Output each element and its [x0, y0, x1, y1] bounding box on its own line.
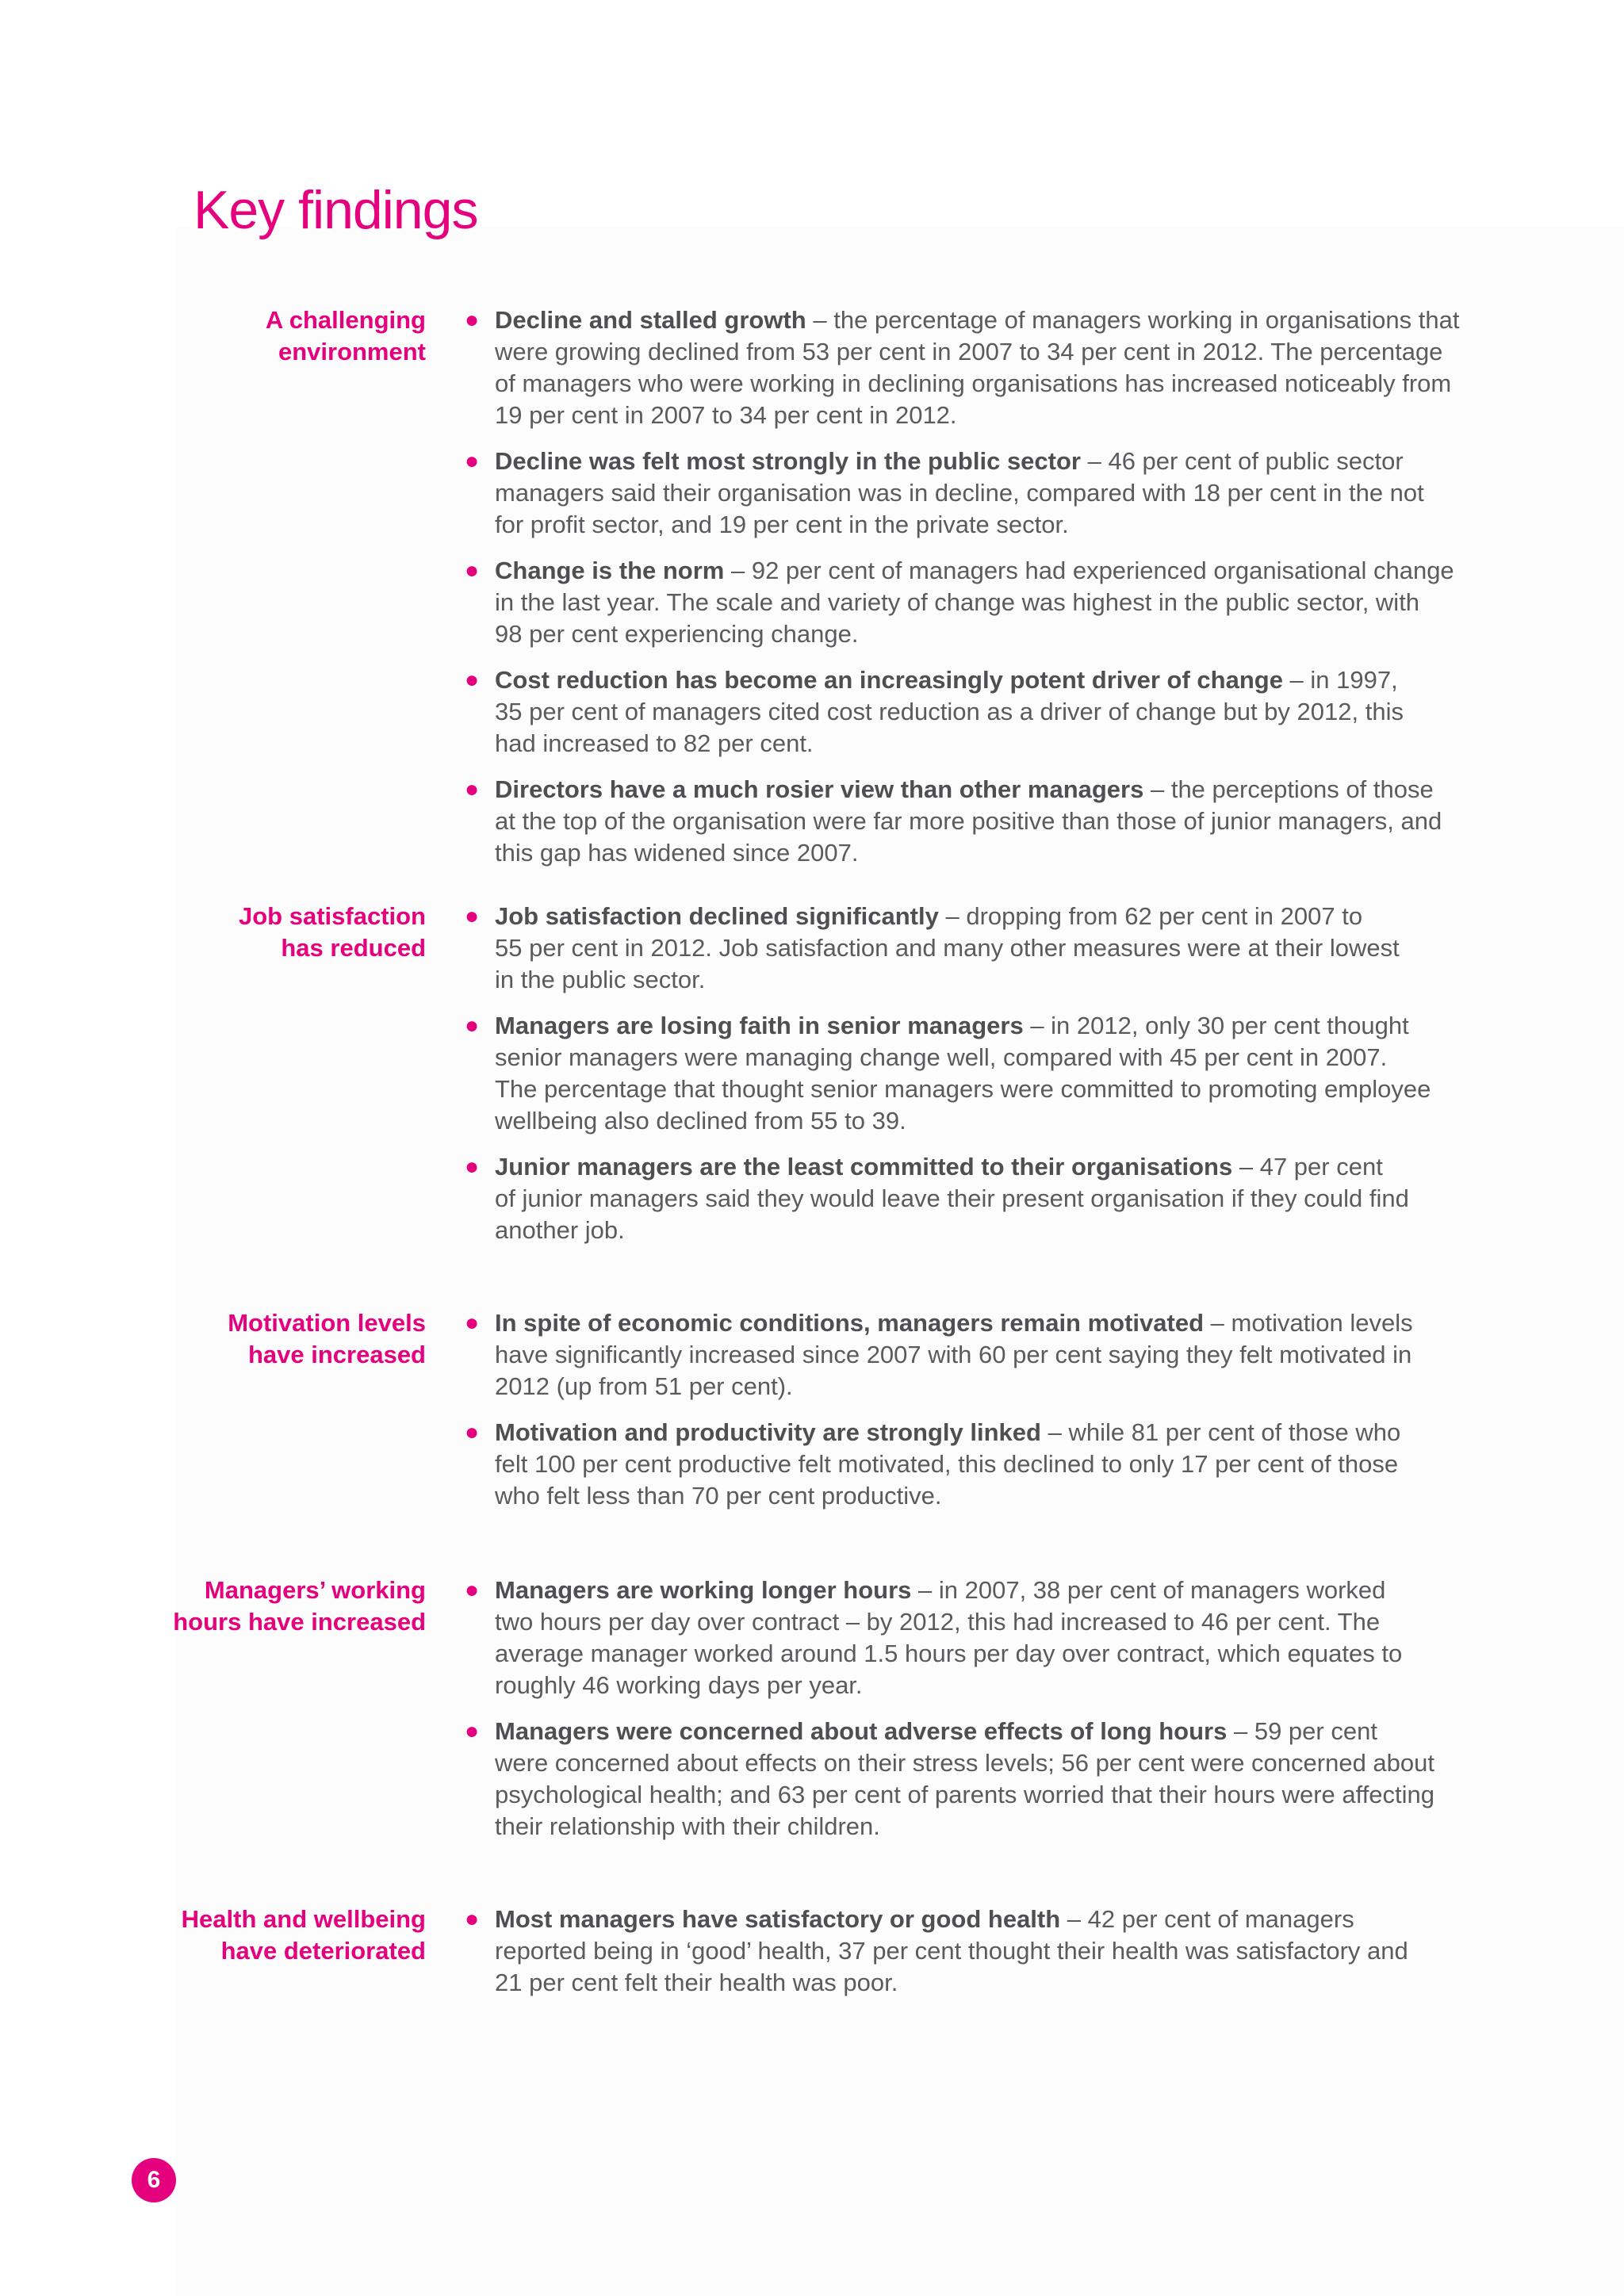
section-heading: Managers’ working hours have increased — [173, 1576, 426, 1636]
page-title: Key findings — [193, 180, 478, 240]
finding-lead: Managers are working longer hours — [495, 1576, 912, 1604]
bullet-icon: ● — [465, 1577, 480, 1603]
findings-list — [465, 304, 1475, 883]
finding-lead: Most managers have satisfactory or good health — [495, 1905, 1061, 1933]
finding-lead: Job satisfaction declined significantly — [495, 902, 939, 930]
finding-lead: Motivation and productivity are strongly linked — [495, 1418, 1041, 1446]
finding-lead: Cost reduction has become an increasingly potent driver of change — [495, 666, 1283, 694]
section-heading: A challenging environment — [265, 306, 426, 365]
findings-list — [465, 1575, 1475, 1857]
bullet-icon: ● — [465, 307, 480, 333]
section-heading: Motivation levels have increased — [228, 1309, 426, 1368]
finding-lead: Decline was felt most strongly in the public sector — [495, 447, 1081, 475]
bullet-icon: ● — [465, 1154, 480, 1180]
finding-item: ● Managers are working longer hours – in 2007, 38 per cent of managers worked two hours per day over contract – by 2012, this had increased to 46 per cent. The average manager worked around 1.5 hours per day over contract, which equates to roughly 46 working days per year. — [465, 1576, 1403, 1699]
findings-list — [465, 1307, 1475, 1526]
bullet-icon: ● — [465, 557, 480, 584]
finding-lead: In spite of economic conditions, managers remain motivated — [495, 1309, 1205, 1337]
bullet-icon: ● — [465, 667, 480, 693]
finding-item: ● Junior managers are the least committed to their organisations – 47 per cent of junior managers said they would leave their present organisation if they could find another job. — [465, 1153, 1409, 1244]
finding-item: ● Cost reduction has become an increasingly potent driver of change – in 1997, 35 per cent of managers cited cost reduction as a driver of change but by 2012, this had increased to 82 per cent. — [465, 666, 1404, 757]
bullet-icon: ● — [465, 1718, 480, 1744]
bullet-icon: ● — [465, 448, 480, 474]
finding-lead: Directors have a much rosier view than other managers — [495, 775, 1144, 803]
finding-item: ● Motivation and productivity are strongly linked – while 81 per cent of those who felt 100 per cent productive felt motivated, this declined to only 17 per cent of those who felt less than 70 per cent productive. — [465, 1418, 1401, 1510]
finding-lead: Change is the norm — [495, 557, 725, 584]
finding-item: ● Managers are losing faith in senior managers – in 2012, only 30 per cent thought senior managers were managing change well, compared with 45 per cent in 2007. The percentage that thought senior managers were committed to promoting employee wellbeing also declined from 55 to 39. — [465, 1012, 1431, 1135]
finding-lead: Managers were concerned about adverse effects of long hours — [495, 1717, 1228, 1745]
finding-item: ● Directors have a much rosier view than other managers – the perceptions of those at the top of the organisation were far more positive than those of junior managers, and this gap has widened since 2007. — [465, 775, 1442, 867]
finding-lead: Junior managers are the least committed to their organisations — [495, 1153, 1233, 1181]
bullet-icon: ● — [465, 1906, 480, 1932]
finding-item: ● In spite of economic conditions, managers remain motivated – motivation levels have significantly increased since 2007 with 60 per cent saying they felt motivated in 2012 (up from 51 per cent). — [465, 1309, 1413, 1400]
section-heading: Health and wellbeing have deteriorated — [181, 1905, 426, 1965]
finding-item: ● Decline was felt most strongly in the public sector – 46 per cent of public sector managers said their organisation was in decline, compared with 18 per cent in the not for profit sector, and 19 per cent in the private sector. — [465, 447, 1424, 538]
finding-item: ● Managers were concerned about adverse effects of long hours – 59 per cent were concerned about effects on their stress levels; 56 per cent were concerned about psychological health; and 63 per cent of parents worried that their hours were affecting their relationship with their children. — [465, 1717, 1435, 1840]
bullet-icon: ● — [465, 1012, 480, 1039]
findings-list — [465, 1904, 1475, 2013]
bullet-icon: ● — [465, 776, 480, 802]
finding-lead: Decline and stalled growth — [495, 306, 806, 334]
finding-item: ● Job satisfaction declined significantly – dropping from 62 per cent in 2007 to 55 per cent in 2012. Job satisfaction and many other measures were at their lowest in the public sector. — [465, 902, 1400, 993]
finding-item: ● Most managers have satisfactory or good health – 42 per cent of managers reported being in ‘good’ health, 37 per cent thought their health was satisfactory and 21 per cent felt their health was poor. — [465, 1905, 1408, 1996]
bullet-icon: ● — [465, 1419, 480, 1445]
finding-lead: Managers are losing faith in senior managers — [495, 1012, 1024, 1039]
bullet-icon: ● — [465, 903, 480, 929]
finding-item: ● Change is the norm – 92 per cent of managers had experienced organisational change in the last year. The scale and variety of change was highest in the public sector, with 98 per cent experiencing change. — [465, 557, 1454, 648]
findings-list — [465, 901, 1475, 1261]
page-number-badge: 6 — [132, 2158, 176, 2202]
section-heading: Job satisfaction has reduced — [239, 902, 426, 962]
finding-item: ● Decline and stalled growth – the percentage of managers working in organisations that were growing declined from 53 per cent in 2007 to 34 per cent in 2012. The percentage of managers who were working in declining organisations has increased noticeably from 19 per cent in 2007 to 34 per cent in 2012. — [465, 306, 1460, 429]
bullet-icon: ● — [465, 1310, 480, 1336]
